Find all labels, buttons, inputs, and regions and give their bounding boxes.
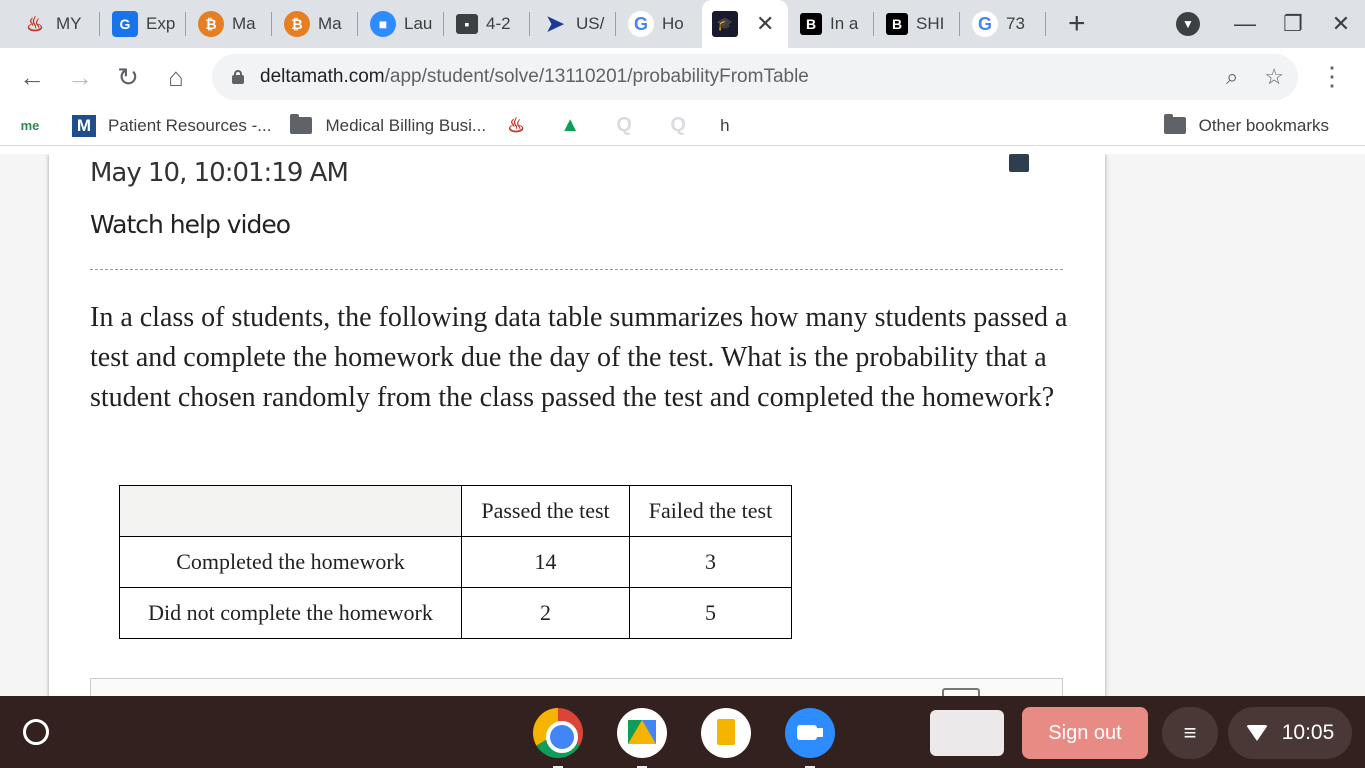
bookmarks-bar — [0, 106, 1365, 146]
sign-out-button[interactable]: Sign out — [1022, 707, 1148, 759]
torch-icon: ♨ — [26, 13, 44, 36]
table-cell: 2 — [462, 588, 630, 639]
page-viewport[interactable] — [0, 154, 1365, 696]
clock: 10:05 — [1281, 721, 1335, 744]
tab-label: US/ — [576, 14, 605, 33]
square-icon[interactable] — [1009, 154, 1029, 172]
tab-exp[interactable] — [100, 0, 186, 48]
tab-lau[interactable] — [358, 0, 444, 48]
tab-73[interactable] — [960, 0, 1046, 48]
chrome-app-icon[interactable] — [533, 708, 583, 758]
folder-icon — [1163, 115, 1187, 137]
screenshot-thumbnail[interactable] — [930, 710, 1004, 756]
tab-label: In a — [830, 14, 859, 33]
other-bookmarks[interactable] — [1163, 115, 1329, 137]
data-table — [119, 485, 792, 639]
search-q-icon: Q — [670, 114, 686, 136]
tab-label: 73 — [1006, 14, 1025, 33]
google-drive-app-icon[interactable] — [617, 708, 667, 758]
lock-icon[interactable] — [232, 70, 244, 84]
bookmark-me[interactable] — [18, 115, 54, 137]
system-shelf — [0, 696, 1365, 768]
answer-input[interactable] — [90, 678, 1063, 696]
tab-ma-1[interactable] — [186, 0, 272, 48]
tab-label: Exp — [146, 14, 176, 33]
restore-icon[interactable]: ❐ — [1283, 11, 1303, 36]
torch-icon: ♨ — [507, 115, 526, 137]
bitcoin-icon: ₿ — [284, 11, 310, 37]
address-bar[interactable] — [212, 54, 1298, 100]
browser-menu-icon[interactable]: ⋮ — [1319, 61, 1345, 91]
google-drive-icon: ▲ — [560, 114, 580, 136]
tab-usa[interactable] — [530, 0, 616, 48]
tab-deltamath-active[interactable] — [702, 0, 788, 48]
google-slides-app-icon[interactable] — [701, 708, 751, 758]
wifi-icon — [1246, 725, 1268, 741]
tab-my[interactable] — [0, 0, 100, 48]
tab-label: MY — [56, 14, 82, 33]
minimize-icon[interactable]: — — [1234, 11, 1256, 36]
new-tab-icon[interactable]: + — [1068, 7, 1086, 40]
table-row-label: Did not complete the homework — [120, 588, 462, 639]
tab-label: Ma — [318, 14, 342, 33]
tab-4-2[interactable] — [444, 0, 530, 48]
bookmark-patient-resources[interactable] — [72, 115, 271, 137]
table-cell: 3 — [630, 537, 792, 588]
tab-label: Ma — [232, 14, 256, 33]
tab-ma-2[interactable] — [272, 0, 358, 48]
url-domain: deltamath.com — [260, 66, 385, 87]
close-window-icon[interactable]: ✕ — [1331, 11, 1351, 36]
search-q-icon: Q — [616, 114, 632, 136]
table-row — [120, 588, 792, 639]
divider — [90, 269, 1063, 270]
folder-icon — [289, 115, 313, 137]
table-cell: 5 — [630, 588, 792, 639]
bookmark-q-1[interactable] — [612, 115, 648, 137]
reload-icon[interactable]: ↻ — [117, 61, 139, 92]
tab-label: Ho — [662, 14, 684, 33]
table-header: Passed the test — [462, 486, 630, 537]
bookmark-label: Medical Billing Busi... — [325, 115, 487, 135]
zoom-app-icon[interactable] — [785, 708, 835, 758]
me-logo-icon: me — [20, 118, 40, 133]
status-tray[interactable] — [1228, 707, 1352, 759]
tab-label: 4-2 — [486, 14, 511, 33]
zoom-magnifier-icon[interactable]: ⌕ — [1225, 64, 1239, 89]
table-corner-cell — [120, 486, 462, 537]
bitcoin-icon: ₿ — [198, 11, 224, 37]
brainly-icon: B — [886, 13, 908, 35]
google-icon: G — [628, 11, 654, 37]
graduation-cap-icon: 🎓 — [712, 11, 738, 37]
browser-toolbar — [0, 48, 1365, 106]
watch-help-video-link[interactable]: Watch help video — [90, 210, 291, 239]
cursor-icon: ➤ — [545, 11, 565, 36]
back-arrow-icon[interactable]: ← — [19, 61, 45, 92]
brainly-icon: B — [800, 13, 822, 35]
timestamp: May 10, 10:01:19 AM — [90, 158, 348, 188]
tab-label: SHI — [916, 14, 945, 33]
close-tab-icon[interactable]: ✕ — [756, 11, 775, 36]
tab-label: Lau — [404, 14, 433, 33]
bookmark-drive[interactable] — [558, 115, 594, 137]
m-logo-icon: M — [72, 115, 96, 137]
problem-card — [49, 154, 1105, 696]
url-path: /app/student/solve/13110201/probabilityFromTable — [384, 66, 809, 87]
bookmark-h[interactable] — [720, 116, 729, 136]
bookmark-q-2[interactable] — [666, 115, 702, 137]
url-text[interactable] — [260, 66, 809, 88]
google-classroom-icon: G — [112, 11, 138, 37]
tab-ho[interactable] — [616, 0, 702, 48]
table-cell: 14 — [462, 537, 630, 588]
window-controls — [1221, 0, 1365, 48]
forward-arrow-icon[interactable]: → — [67, 61, 93, 92]
tab-shi[interactable] — [874, 0, 960, 48]
table-header: Failed the test — [630, 486, 792, 537]
playlist-icon[interactable]: ≡ — [1162, 707, 1218, 759]
question-text: In a class of students, the following data table summarizes how many students passed a test and complete the homework due the day of the test. What is the probability that a student chosen randomly from the class passed the test and completed the homework? — [90, 302, 1068, 413]
table-header-row — [120, 486, 792, 537]
other-bookmarks-label: Other bookmarks — [1198, 115, 1329, 135]
contact-card-icon: ▪ — [456, 14, 478, 34]
bookmark-star-icon[interactable]: ☆ — [1264, 64, 1284, 89]
table-row-label: Completed the homework — [120, 537, 462, 588]
bookmark-medical-billing[interactable] — [289, 115, 486, 137]
launcher-icon[interactable] — [23, 719, 49, 745]
home-icon[interactable]: ⌂ — [168, 61, 184, 92]
zoom-icon: ■ — [370, 11, 396, 37]
bookmark-torch[interactable] — [504, 115, 540, 137]
keyboard-icon[interactable] — [942, 688, 980, 696]
tab-in-a[interactable] — [788, 0, 874, 48]
bookmark-label: h — [720, 115, 730, 135]
table-row — [120, 537, 792, 588]
tab-strip — [0, 0, 1365, 48]
bookmark-label: Patient Resources -... — [108, 115, 272, 135]
tab-search-chevron-icon[interactable]: ▼ — [1176, 12, 1200, 36]
google-icon: G — [972, 11, 998, 37]
